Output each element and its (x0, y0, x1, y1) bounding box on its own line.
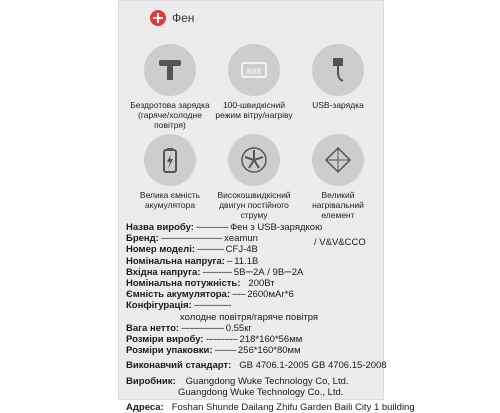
fan-logo-icon (150, 10, 166, 26)
brand-header (150, 10, 194, 26)
spec-row: Розміри виробу: ------------ 218*160*56мм (126, 334, 303, 346)
spec-row: холодне повітря/гаряче повітря (180, 311, 319, 323)
heating-element-icon (312, 134, 364, 186)
feature-label: USB-зарядка (312, 100, 364, 110)
spec-row: Номер моделі: ---------- CFJ-4B (126, 244, 258, 256)
spec-list (126, 222, 415, 413)
svg-text:888: 888 (246, 68, 262, 77)
spec-row: Номінальна напруга: -- 11.1В (126, 255, 259, 267)
brand-extra: / V&V&CCO (314, 237, 366, 248)
spec-row: Адреса: Foshan Shunde Dailang Zhifu Garden Baili City 1 building (126, 402, 415, 413)
spec-row: Виконавчий стандарт: GB 4706.1-2005 GB 4706.15-2008 (126, 360, 387, 372)
spec-row: Вхідна напруга: ----------- 5В⎓2А / 9В⎓2А (126, 266, 304, 278)
spec-row: Виробник: Guangdong Wuke Technology Co, Ltd. (126, 375, 349, 387)
spec-row: Номінальна потужність: 200Вт (126, 278, 275, 290)
feature-label: Високошвидкісний двигун постійного струму (217, 190, 291, 220)
feature-label: Велика ємність акумулятора (139, 190, 201, 210)
battery-icon (144, 134, 196, 186)
spec-row: Розміри упаковки: -------- 256*160*80мм (126, 345, 301, 357)
spec-row: Конфігурація: -------------- (126, 300, 231, 312)
spec-row: Ємність акумулятора: ----- 2600мАг*6 (126, 289, 294, 301)
feature-wireless-charging (128, 44, 212, 130)
spec-row: Бренд: ----------------------- xeamun (126, 233, 258, 245)
brand-title: Фен (172, 11, 195, 25)
motor-fan-icon (228, 134, 280, 186)
feature-dc-motor (212, 134, 296, 220)
feature-label: Великий нагрівальний елемент (312, 190, 364, 220)
feature-label: Бездротова зарядка (гаряче/холодне повітря) (130, 100, 210, 130)
usb-cable-icon (312, 44, 364, 96)
feature-battery-capacity (128, 134, 212, 210)
spec-row: Guangdong Wuke Technology Co., Ltd. (178, 386, 344, 398)
spec-row: Вага нетто: ---------------- 0.55кг (126, 322, 252, 334)
feature-label: 100-швидкісний режим вітру/нагріву (215, 100, 293, 120)
led-display-icon (228, 44, 280, 96)
hair-dryer-icon (144, 44, 196, 96)
spec-row: Назва виробу: ------------ Фен з USB-зарядкою (126, 222, 323, 233)
feature-speed-mode (212, 44, 296, 120)
feature-heating-element (296, 134, 380, 220)
feature-usb-charging (296, 44, 380, 110)
